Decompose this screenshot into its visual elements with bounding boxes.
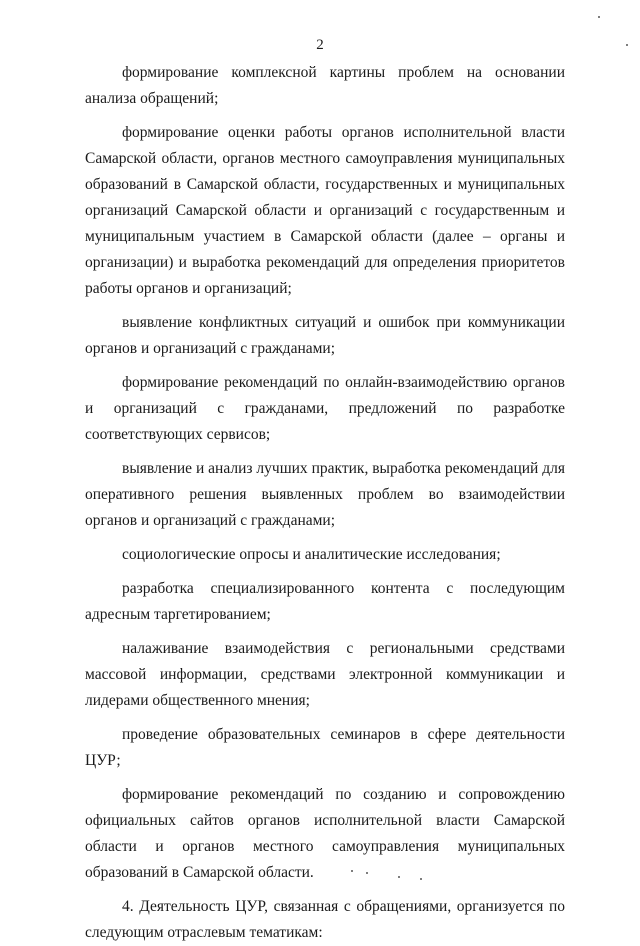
scan-speck: [626, 44, 628, 46]
scan-speck: [598, 16, 600, 18]
paragraph: налаживание взаимодействия с региональными средствами массовой информации, средствами электронной коммуникации и лидерами общественного мнения;: [85, 640, 565, 709]
page-number: 2: [316, 37, 324, 53]
paragraph: формирование рекомендаций по онлайн-взаимодействию органов и организаций с гражданами, предложений по разработке соответствующих сервисов;: [85, 374, 565, 443]
paragraph: разработка специализированного контента с последующим адресным таргетированием;: [85, 580, 565, 623]
section-paragraph: 4. Деятельность ЦУР, связанная с обращениями, организуется по следующим отраслевым тематикам:: [85, 898, 565, 941]
paragraph: формирование рекомендаций по созданию и сопровождению официальных сайтов органов исполнительной власти Самарской области и органов местного самоуправления муниципальных образований в Самарской области.: [85, 786, 565, 881]
document-body: [85, 60, 565, 946]
paragraph: формирование комплексной картины проблем на основании анализа обращений;: [85, 64, 565, 107]
paragraph: выявление и анализ лучших практик, выработка рекомендаций для оперативного решения выявленных проблем во взаимодействии органов и организаций с гражданами;: [85, 460, 565, 529]
paragraph: проведение образовательных семинаров в сфере деятельности ЦУР;: [85, 726, 565, 769]
paragraph: выявление конфликтных ситуаций и ошибок при коммуникации органов и организаций с гражданами;: [85, 314, 565, 357]
scan-speck: [351, 870, 353, 872]
scan-speck: [366, 872, 368, 874]
scan-speck: [398, 876, 400, 878]
scan-speck: [420, 878, 422, 880]
paragraph: социологические опросы и аналитические исследования;: [122, 546, 501, 563]
paragraph: формирование оценки работы органов исполнительной власти Самарской области, органов местного самоуправления муниципальных образований в Самарской области, государственных и муниципальных организаций Самарской области и организаций с государственным и муниципальным участием в Самарской области (далее – органы и организации) и выработка рекомендаций для определения приоритетов работы органов и организаций;: [85, 124, 565, 297]
